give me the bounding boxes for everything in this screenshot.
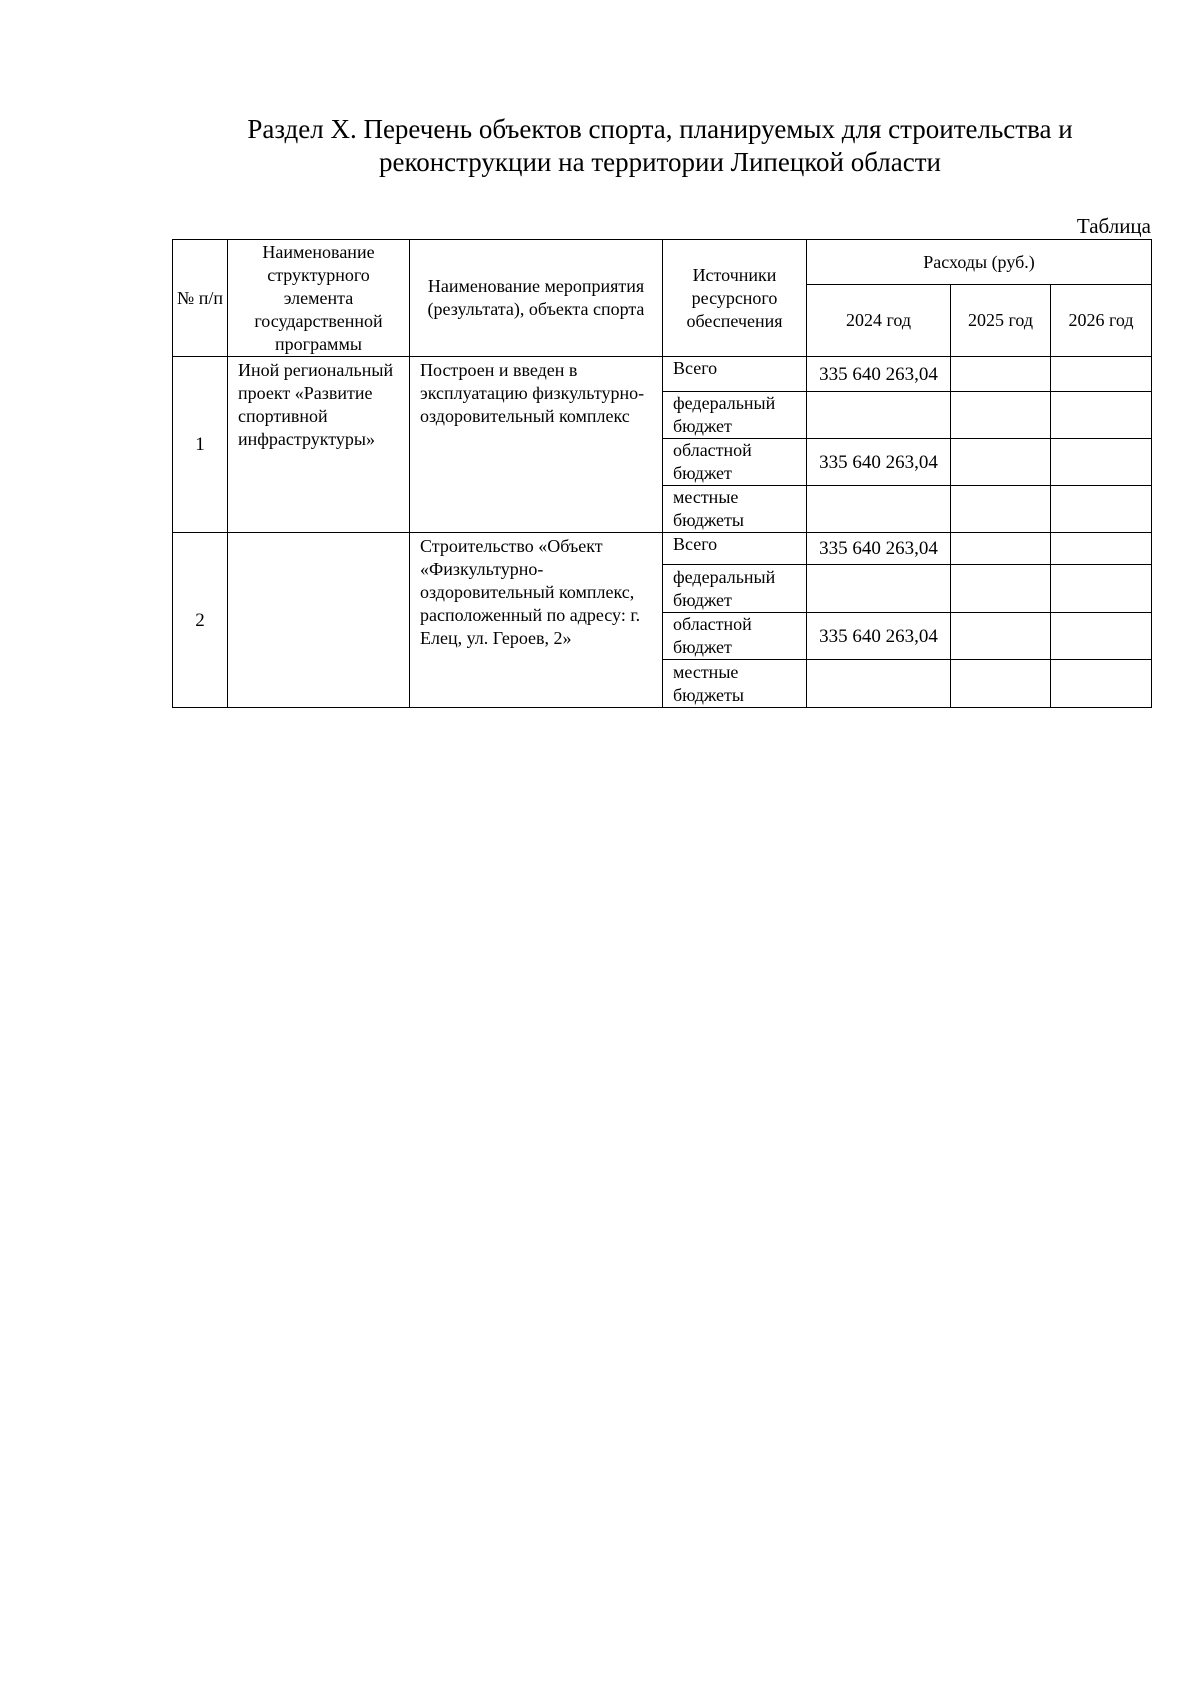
table-label: Таблица xyxy=(1076,214,1151,238)
amount-2025 xyxy=(951,357,1051,392)
amount-2026 xyxy=(1051,439,1152,486)
amount-2025 xyxy=(951,533,1051,565)
row-number: 1 xyxy=(173,357,228,533)
source-label: областной бюджет xyxy=(663,439,807,486)
amount-2026 xyxy=(1051,565,1152,613)
amount-2024: 335 640 263,04 xyxy=(807,439,951,486)
document-title xyxy=(170,113,1150,179)
amount-2024 xyxy=(807,565,951,613)
header-year-2024: 2024 год xyxy=(807,285,951,357)
amount-2026 xyxy=(1051,660,1152,708)
header-year-2025: 2025 год xyxy=(951,285,1051,357)
row-element xyxy=(228,533,410,708)
title-line-2: реконструкции на территории Липецкой области xyxy=(378,147,941,177)
amount-2024: 335 640 263,04 xyxy=(807,613,951,660)
header-expenses: Расходы (руб.) xyxy=(807,240,1152,285)
amount-2026 xyxy=(1051,392,1152,439)
header-event: Наименование мероприятия (результата), объекта спорта xyxy=(410,240,663,357)
amount-2026 xyxy=(1051,533,1152,565)
amount-2024 xyxy=(807,392,951,439)
sports-objects-table xyxy=(172,239,1152,708)
amount-2025 xyxy=(951,486,1051,533)
source-label: местные бюджеты xyxy=(663,660,807,708)
amount-2025 xyxy=(951,613,1051,660)
amount-2025 xyxy=(951,565,1051,613)
source-label: федеральный бюджет xyxy=(663,392,807,439)
source-label: Всего xyxy=(663,357,807,392)
amount-2024: 335 640 263,04 xyxy=(807,357,951,392)
table-row xyxy=(173,533,1152,565)
amount-2026 xyxy=(1051,613,1152,660)
header-year-2026: 2026 год xyxy=(1051,285,1152,357)
amount-2025 xyxy=(951,392,1051,439)
header-num: № п/п xyxy=(173,240,228,357)
row-element: Иной региональный проект «Развитие спортивной инфраструктуры» xyxy=(228,357,410,533)
source-label: Всего xyxy=(663,533,807,565)
table-row xyxy=(173,357,1152,392)
source-label: местные бюджеты xyxy=(663,486,807,533)
amount-2024: 335 640 263,04 xyxy=(807,533,951,565)
amount-2026 xyxy=(1051,486,1152,533)
source-label: областной бюджет xyxy=(663,613,807,660)
header-sources: Источники ресурсного обеспечения xyxy=(663,240,807,357)
row-event: Строительство «Объект «Физкультурно-оздоровительный комплекс, расположенный по адресу: г. Елец, ул. Героев, 2» xyxy=(410,533,663,708)
amount-2024 xyxy=(807,486,951,533)
header-element: Наименование структурного элемента государственной программы xyxy=(228,240,410,357)
amount-2025 xyxy=(951,439,1051,486)
title-line-1: Раздел X. Перечень объектов спорта, планируемых для строительства и xyxy=(247,114,1073,144)
amount-2026 xyxy=(1051,357,1152,392)
amount-2025 xyxy=(951,660,1051,708)
row-event: Построен и введен в эксплуатацию физкультурно-оздоровительный комплекс xyxy=(410,357,663,533)
row-number: 2 xyxy=(173,533,228,708)
source-label: федеральный бюджет xyxy=(663,565,807,613)
amount-2024 xyxy=(807,660,951,708)
